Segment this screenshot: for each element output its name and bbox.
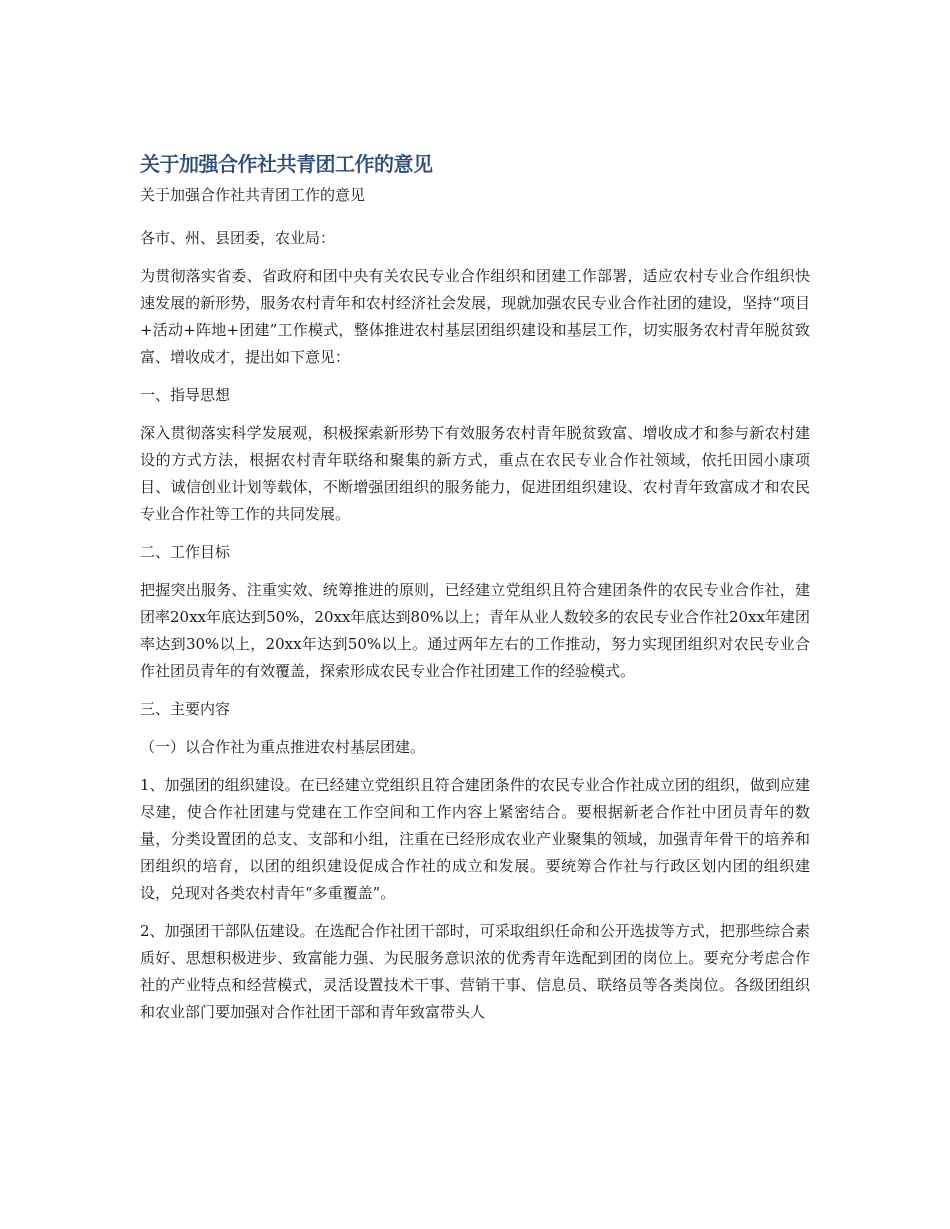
document-title: 关于加强合作社共青团工作的意见: [140, 152, 433, 176]
document-page: [140, 150, 810, 1037]
salutation: 各市、州、县团委，农业局：: [140, 229, 336, 247]
item-cadre-team-building: 2、加强团干部队伍建设。在选配合作社团干部时，可采取组织任命和公开选拔等方式，把那些综合素质好、思想积极进步、致富能力强、为民服务意识浓的优秀青年选配到团的岗位上。要充分考虑合作社的产业特点和经营模式，灵活设置技术干事、营销干事、信息员、联络员等各类岗位。各级团组织和农业部门要加强对合作社团干部和青年致富带头人: [140, 922, 810, 1021]
section-heading-work-goals: 二、工作目标: [140, 543, 231, 561]
item-organization-building: 1、加强团的组织建设。在已经建立党组织且符合建团条件的农民专业合作社成立团的组织，做到应建尽建，使合作社团建与党建在工作空间和工作内容上紧密结合。要根据新老合作社中团员青年的数量，分类设置团的总支、支部和小组，注重在已经形成农业产业聚集的领域，加强青年骨干的培养和团组织的培育，以团的组织建设促成合作社的成立和发展。要统筹合作社与行政区划内团的组织建设，兑现对各类农村青年“多重覆盖”。: [140, 776, 810, 902]
intro-paragraph: 为贯彻落实省委、省政府和团中央有关农民专业合作组织和团建工作部署，适应农村专业合作组织快速发展的新形势，服务农村青年和农村经济社会发展，现就加强农民专业合作社团的建设，坚持“项目+活动+阵地+团建”工作模式，整体推进农村基层团组织建设和基层工作，切实服务农村青年脱贫致富、增收成才，提出如下意见：: [140, 267, 810, 366]
section-body-work-goals: 把握突出服务、注重实效、统筹推进的原则，已经建立党组织且符合建团条件的农民专业合作社，建团率20xx年底达到50%，20xx年底达到80%以上；青年从业人数较多的农民专业合作社20xx年建团率达到30%以上，20xx年达到50%以上。通过两年左右的工作推动，努力实现团组织对农民专业合作社团员青年的有效覆盖，探索形成农民专业合作社团建工作的经验模式。: [140, 581, 810, 680]
document-subtitle: 关于加强合作社共青团工作的意见: [140, 186, 366, 204]
section-body-guiding-ideology: 深入贯彻落实科学发展观，积极探索新形势下有效服务农村青年脱贫致富、增收成才和参与新农村建设的方式方法，根据农村青年联络和聚集的新方式，重点在农民专业合作社领域，依托田园小康项目、诚信创业计划等载体，不断增强团组织的服务能力，促进团组织建设、农村青年致富成才和农民专业合作社等工作的共同发展。: [140, 424, 810, 523]
section-heading-main-content: 三、主要内容: [140, 700, 231, 718]
subsection-heading-cooperative-focus: （一）以合作社为重点推进农村基层团建。: [140, 738, 426, 756]
section-heading-guiding-ideology: 一、指导思想: [140, 386, 231, 404]
